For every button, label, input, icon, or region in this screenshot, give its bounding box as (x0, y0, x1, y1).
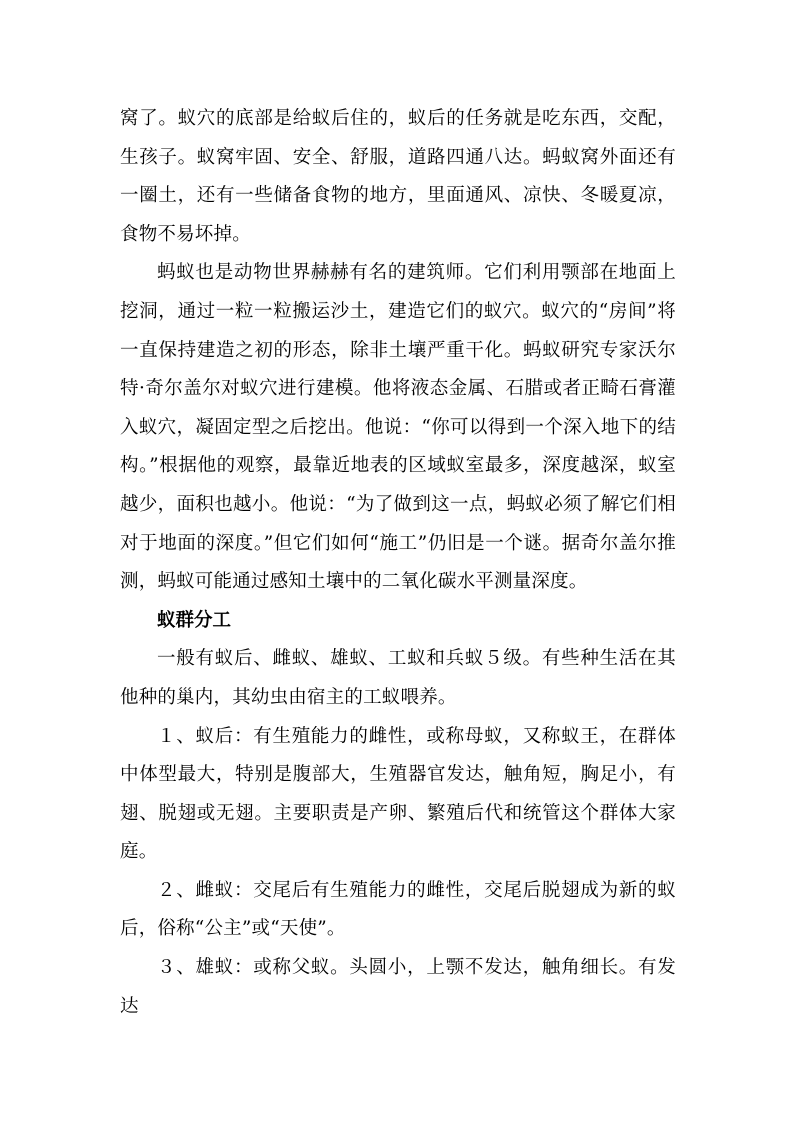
document-body (120, 100, 676, 1026)
paragraph-castes-overview: 一般有蚁后、雌蚁、雄蚁、工蚁和兵蚁５级。有些种生活在其他种的巢内，其幼虫由宿主的工蚁喂养。 (120, 648, 676, 708)
paragraph-female: ２、雌蚁：交尾后有生殖能力的雌性，交尾后脱翅成为新的蚁后，俗称“公主”或“天使”。 (120, 879, 676, 940)
paragraph-queen: １、蚁后：有生殖能力的雌性，或称母蚁，又称蚁王，在群体中体型最大，特别是腹部大，生殖器官发达，触角短，胸足小，有翅、脱翅或无翅。主要职责是产卵、繁殖后代和统管这个群体大家庭。 (120, 725, 676, 863)
section-heading-division-of-labor: 蚁群分工 (157, 609, 232, 631)
paragraph-ant-architect: 蚂蚁也是动物世界赫赫有名的建筑师。它们利用颚部在地面上挖洞，通过一粒一粒搬运沙土，建造它们的蚁穴。蚁穴的“房间”将一直保持建造之初的形态，除非土壤严重干化。蚂蚁研究专家沃尔特·奇尔盖尔对蚁穴进行建模。他将液态金属、石腊或者正畸石膏灌入蚁穴，凝固定型之后挖出。他说：“你可以得到一个深入地下的结构。”根据他的观察，最靠近地表的区域蚁室最多，深度越深，蚁室越少，面积也越小。他说：“为了做到这一点，蚂蚁必须了解它们相对于地面的深度。”但它们如何“施工”仍旧是一个谜。据奇尔盖尔推测，蚂蚁可能通过感知土壤中的二氧化碳水平测量深度。 (120, 262, 676, 593)
paragraph-male: ３、雄蚁：或称父蚁。头圆小，上颚不发达，触角细长。有发达 (120, 957, 676, 1017)
paragraph-ant-nest-description: 窝了。蚁穴的底部是给蚁后住的，蚁后的任务就是吃东西，交配，生孩子。蚁窝牢固、安全、舒服，道路四通八达。蚂蚁窝外面还有一圈土，还有一些储备食物的地方，里面通风、凉快、冬暖夏凉，食物不易坏掉。 (120, 108, 676, 245)
